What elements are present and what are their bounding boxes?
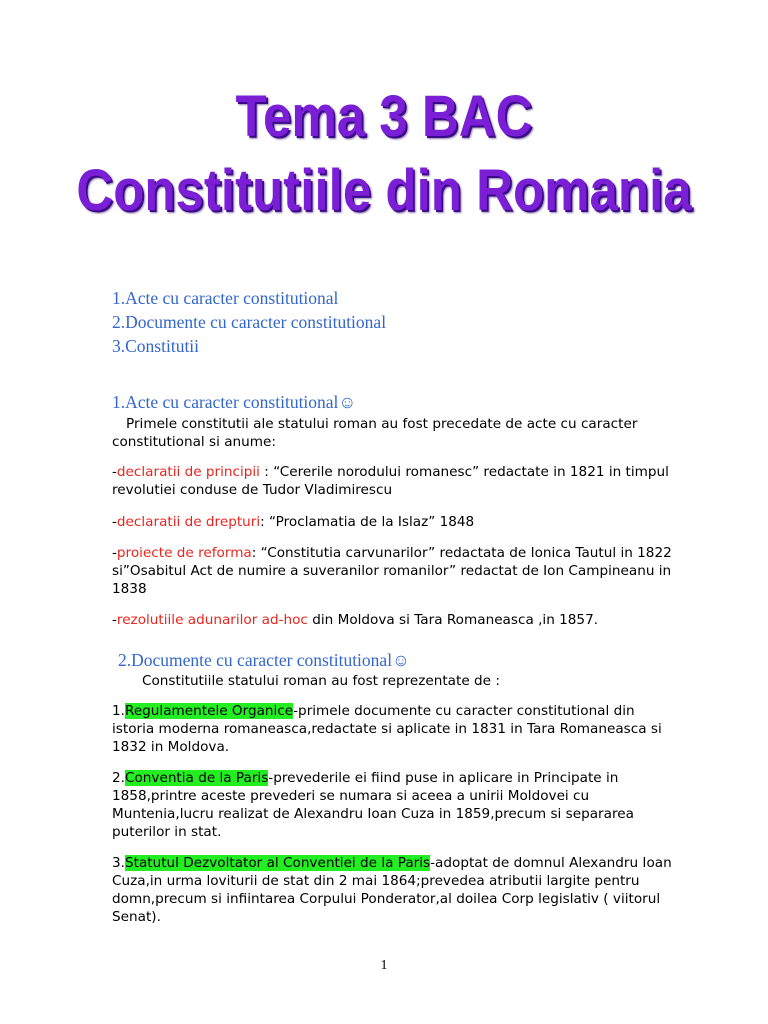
document-title-line2: Constitutiile din Romania bbox=[76, 158, 692, 223]
section1-item-3: -proiecte de reforma: “Constitutia carvunarilor” redactata de Ionica Tautul in 1822 si”Osabitul Act de numire a suveranilor romanilor” redactat de Ion Campineanu in 1838 bbox=[112, 545, 672, 597]
term-rezolutiile-adunarilor: rezolutiile adunarilor ad-hoc bbox=[116, 612, 308, 628]
toc-item-2: 2.Documente cu caracter constitutional bbox=[112, 312, 387, 332]
section1-item-1: -declaratii de principii : “Cererile norodului romanesc” redactate in 1821 in timpul revolutiei conduse de Tudor Vladimirescu bbox=[112, 464, 669, 498]
term-declaratii-drepturi: declaratii de drepturi bbox=[116, 514, 261, 530]
document-title-line1: Tema 3 BAC bbox=[235, 84, 533, 149]
highlight-statutul-dezvoltator: Statutul Dezvoltator al Conventiei de la Paris bbox=[124, 855, 431, 871]
page-number: 1 bbox=[380, 958, 388, 973]
section2-item-1: 1.Regulamentele Organice-primele documente cu caracter constitutional din istoria moderna romaneasca,redactate si aplicate in 1831 in Tara Romaneasca si 1832 in Moldova. bbox=[112, 703, 662, 755]
highlight-regulamentele-organice: Regulamentele Organice bbox=[124, 703, 294, 719]
section2-item-2: 2.Conventia de la Paris-prevederile ei fiind puse in aplicare in Principate in 1858,printre aceste prevederi se numara si aceea a unirii Moldovei cu Muntenia,lucru realizat de Alexandru Ioan Cuza in 1859,precum si separarea puterilor in stat. bbox=[112, 770, 634, 840]
section1-item-2: -declaratii de drepturi: “Proclamatia de la Islaz” 1848 bbox=[112, 514, 475, 530]
term-proiecte-reforma: proiecte de reforma bbox=[116, 545, 252, 561]
section2-heading: 2.Documente cu caracter constitutional☺ bbox=[118, 650, 410, 670]
highlight-conventia-paris: Conventia de la Paris bbox=[124, 770, 269, 786]
section2-intro: Constitutiile statului roman au fost reprezentate de : bbox=[142, 673, 500, 689]
section1-heading: 1.Acte cu caracter constitutional☺ bbox=[112, 392, 357, 412]
section1-intro: Primele constitutii ale statului roman au fost precedate de acte cu caracter constitutional si anume: bbox=[112, 416, 638, 450]
term-declaratii-principii: declaratii de principii bbox=[116, 464, 260, 480]
section1-item-4: -rezolutiile adunarilor ad-hoc din Moldova si Tara Romaneasca ,in 1857. bbox=[112, 612, 599, 628]
section2-item-3: 3.Statutul Dezvoltator al Conventiei de la Paris-adoptat de domnul Alexandru Ioan Cuza,in urma loviturii de stat din 2 mai 1864;prevedea atributii largite pentru domn,precum si infiintarea Corpului Ponderator,al doilea Corp legislativ ( viitorul Senat). bbox=[112, 855, 672, 925]
toc-item-1: 1.Acte cu caracter constitutional bbox=[112, 288, 339, 308]
toc-item-3: 3.Constitutii bbox=[112, 336, 200, 356]
